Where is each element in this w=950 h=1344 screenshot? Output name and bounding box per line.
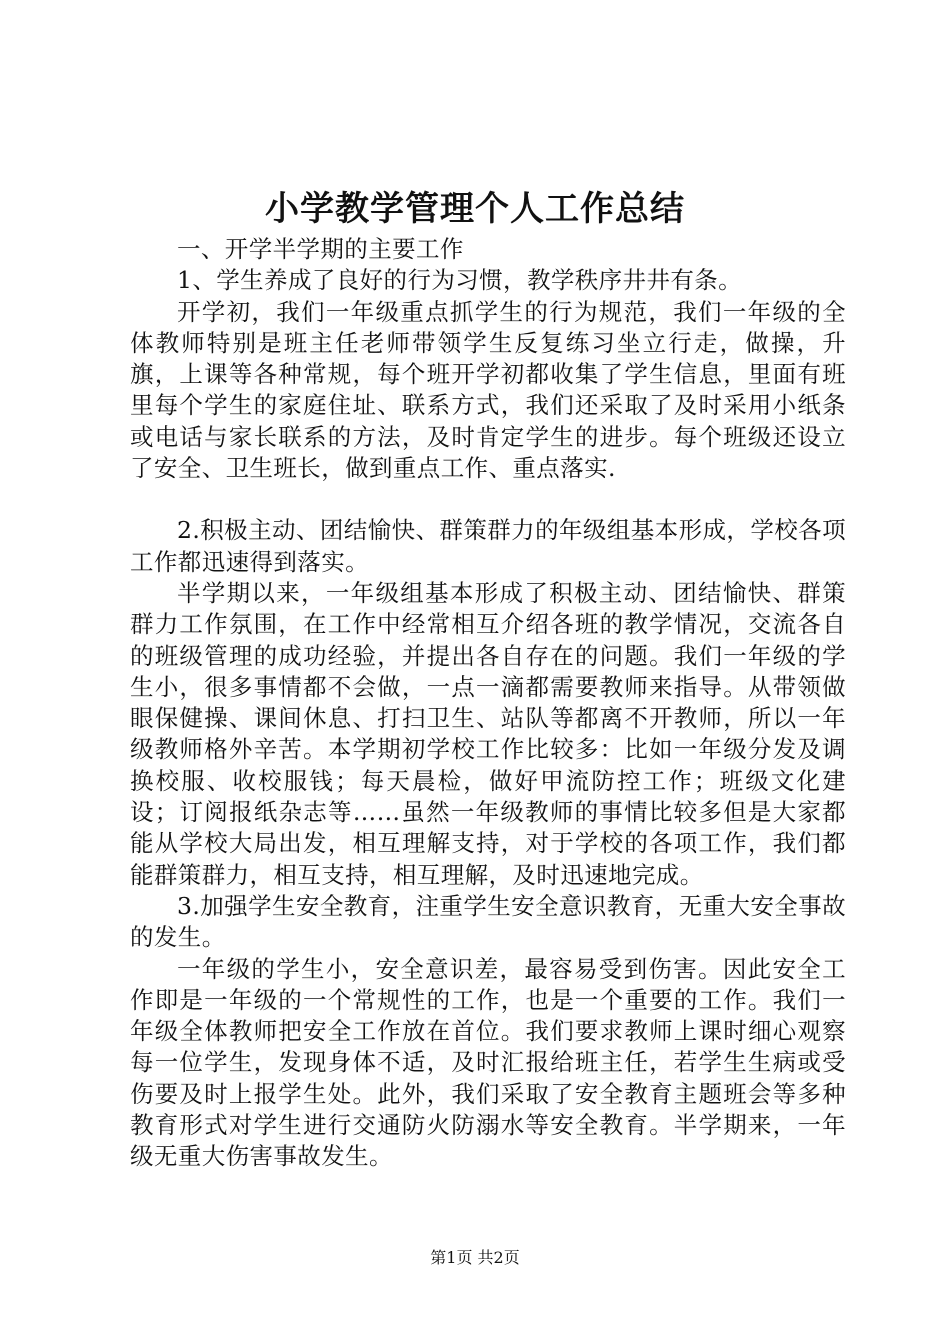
section-heading: 一、开学半学期的主要工作	[177, 235, 464, 263]
subheading: 1、学生养成了良好的行为习惯，教学秩序井井有条。	[177, 266, 743, 295]
subheading: 3.加强学生安全教育，注重学生安全意识教育，无重大安全事故的发生。	[130, 891, 846, 952]
document-body	[130, 234, 846, 1173]
paragraph: 开学初，我们一年级重点抓学生的行为规范，我们一年级的全体教师特别是班主任老师带领学生反复练习坐立行走，做操，升旗，上课等各种常规，每个班开学初都收集了学生信息，里面有班里每个学生的家庭住址、联系方式，我们还采取了及时采用小纸条或电话与家长联系的方法，及时肯定学生的进步。每个班级还设立了安全、卫生班长，做到重点工作、重点落实.	[130, 297, 846, 483]
paragraph: 一年级的学生小，安全意识差，最容易受到伤害。因此安全工作即是一年级的一个常规性的工作，也是一个重要的工作。我们一年级全体教师把安全工作放在首位。我们要求教师上课时细心观察每一位学生，发现身体不适，及时汇报给班主任，若学生生病或受伤要及时上报学生处。此外，我们采取了安全教育主题班会等多种教育形式对学生进行交通防火防溺水等安全教育。半学期来，一年级无重大伤害事故发生。	[130, 954, 846, 1171]
document-title: 小学教学管理个人工作总结	[265, 189, 685, 229]
page-footer: 第1页 共2页	[430, 1248, 520, 1267]
paragraph: 半学期以来，一年级组基本形成了积极主动、团结愉快、群策群力工作氛围，在工作中经常相互介绍各班的教学情况，交流各自的班级管理的成功经验，并提出各自存在的问题。我们一年级的学生小，很多事情都不会做，一点一滴都需要教师来指导。从带领做眼保健操、课间休息、打扫卫生、站队等都离不开教师，所以一年级教师格外辛苦。本学期初学校工作比较多：比如一年级分发及调换校服、收校服钱；每天晨检，做好甲流防控工作；班级文化建设；订阅报纸杂志等……虽然一年级教师的事情比较多但是大家都能从学校大局出发，相互理解支持，对于学校的各项工作，我们都能群策群力，相互支持，相互理解，及时迅速地完成。	[130, 578, 846, 889]
subheading: 2.积极主动、团结愉快、群策群力的年级组基本形成，学校各项工作都迅速得到落实。	[130, 516, 846, 576]
